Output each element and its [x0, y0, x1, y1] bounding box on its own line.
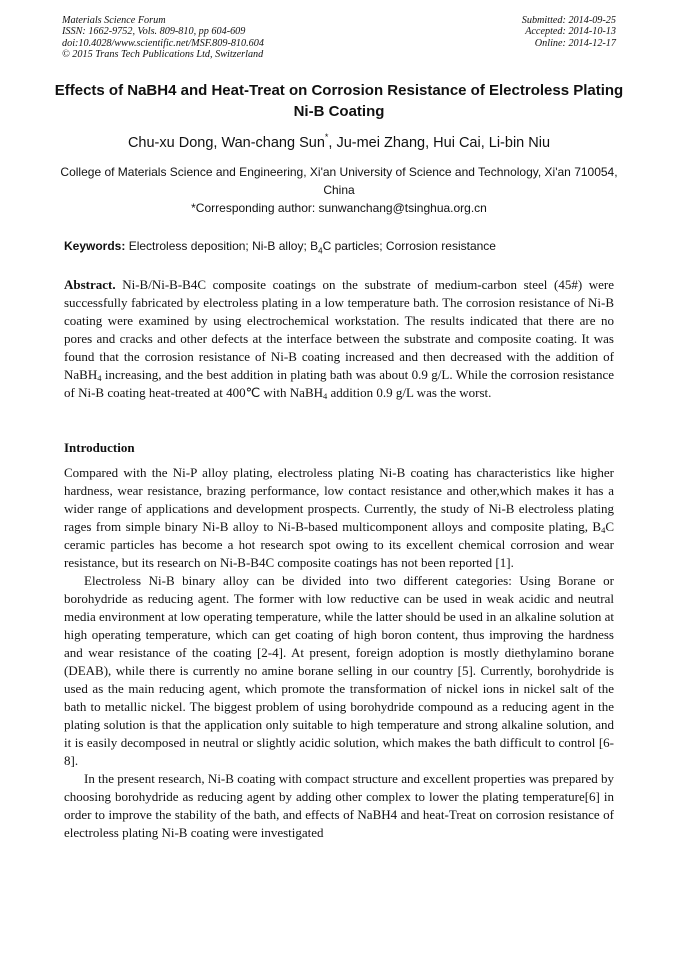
intro-p1-text-b: C ceramic particles has become a hot research spot owing to its excellent chemical corrosion and wear resistance, but its research on Ni-B-B4C composite coatings has not been reported [1].	[64, 519, 614, 570]
author-list	[40, 132, 638, 151]
abstract-subscript-1: 4	[97, 373, 102, 383]
date-submitted: Submitted: 2014-09-25	[521, 15, 616, 26]
abstract-text-2: increasing, and the best addition in plating bath was about 0.9 g/L. While the corrosion resistance of Ni-B coating heat-treated at 400℃ with NaBH	[64, 367, 614, 400]
intro-paragraph-2: Electroless Ni-B binary alloy can be divided into two different categories: Using Borane or borohydride as reducing agent. The former with low reductive can be used in weak acidic and neutral media environment at low operating temperature, while the latter should be used in an alkaline solution at high operating temperature, which can get coating of high boron content, thus improving the hardness and wear resistance of the coating [2-4]. At present, foreign adoption is mostly diethylamino borane (DEAB), while there is currently no amine borane selling in our country [5]. Currently, borohydride is used as the main reducing agent, which promote the transformation of nickel ions in nickel salt of the bath to metallic nickel. The biggest problem of using borohydride compound as a reducing agent in the plating solution is that the application only suitable to high temperature and strong alkaline solution, and it is easily decomposed in neutral or slightly acidic solution, which makes the bath difficult to control [6-8].	[64, 573, 614, 768]
publication-dates	[522, 15, 616, 49]
date-online: Online: 2014-12-17	[534, 37, 616, 49]
journal-issn: ISSN: 1662-9752, Vols. 809-810, pp 604-609	[62, 26, 246, 38]
keywords-text-a: Electroless deposition; Ni-B alloy; B	[125, 239, 319, 253]
abstract-subscript-2: 4	[323, 391, 328, 401]
intro-paragraph-3: In the present research, Ni-B coating with compact structure and excellent properties was prepared by choosing borohydride as reducing agent by adding other complex to lower the plating temperature[6] in order to improve the stability of the bath, and effects of NaBH4 and heat-Treat on corrosion resistance of electroless plating Ni-B coating were investigated	[64, 771, 614, 840]
corresponding-mark: *	[324, 132, 329, 142]
paper-title: Effects of NaBH4 and Heat-Treat on Corrosion Resistance of Electroless Plating Ni-B Coating	[54, 82, 624, 120]
journal-info	[62, 15, 264, 61]
authors-first: Chu-xu Dong, Wan-chang Sun	[127, 135, 325, 151]
journal-copyright: © 2015 Trans Tech Publications Ltd, Switzerland	[62, 49, 264, 61]
keywords-text-b: C particles; Corrosion resistance	[322, 239, 496, 253]
section-heading-introduction: Introduction	[64, 440, 135, 455]
abstract-label: Abstract.	[64, 277, 116, 292]
abstract	[64, 276, 614, 402]
authors-rest: , Ju-mei Zhang, Hui Cai, Li-bin Niu	[328, 135, 551, 151]
date-accepted: Accepted: 2014-10-13	[525, 26, 616, 38]
abstract-text-1: Ni-B/Ni-B-B4C composite coatings on the substrate of medium-carbon steel (45#) were successfully fabricated by electroless plating in a low temperature bath. The corrosion resistance of Ni-B coating were examined by using electrochemical workstation. The results indicated that there are no pores and cracks and other defects at the interface between the substrate and composite coating. It was found that the corrosion resistance of Ni-B coating increased and then decreased with the addition of NaBH	[64, 277, 614, 382]
introduction-body	[64, 464, 614, 842]
intro-p1-text-a: Compared with the Ni-P alloy plating, electroless plating Ni-B coating has characteristics like higher hardness, wear resistance, brazing performance, low contact resistance and other,which makes it has a wider range of applications and development prospects. Currently, the study of Ni-B electroless plating rages from simple binary Ni-B alloy to Ni-B-based multicomponent alloys and composite plating, B	[64, 465, 614, 534]
abstract-text-3: addition 0.9 g/L was the worst.	[327, 385, 492, 400]
journal-doi[interactable]: doi:10.4028/www.scientific.net/MSF.809-810.604	[62, 37, 264, 49]
keywords-subscript: 4	[318, 246, 323, 256]
intro-paragraph-1	[64, 464, 614, 572]
keywords-label: Keywords:	[64, 239, 126, 253]
journal-name: Materials Science Forum	[62, 15, 166, 26]
corresponding-author[interactable]: *Corresponding author: sunwanchang@tsinghua.org.cn	[191, 201, 487, 215]
intro-p1-subscript: 4	[601, 525, 606, 535]
affiliation: College of Materials Science and Engineering, Xi'an University of Science and Technology, Xi'an 710054, China	[60, 165, 618, 197]
keywords	[64, 239, 614, 255]
